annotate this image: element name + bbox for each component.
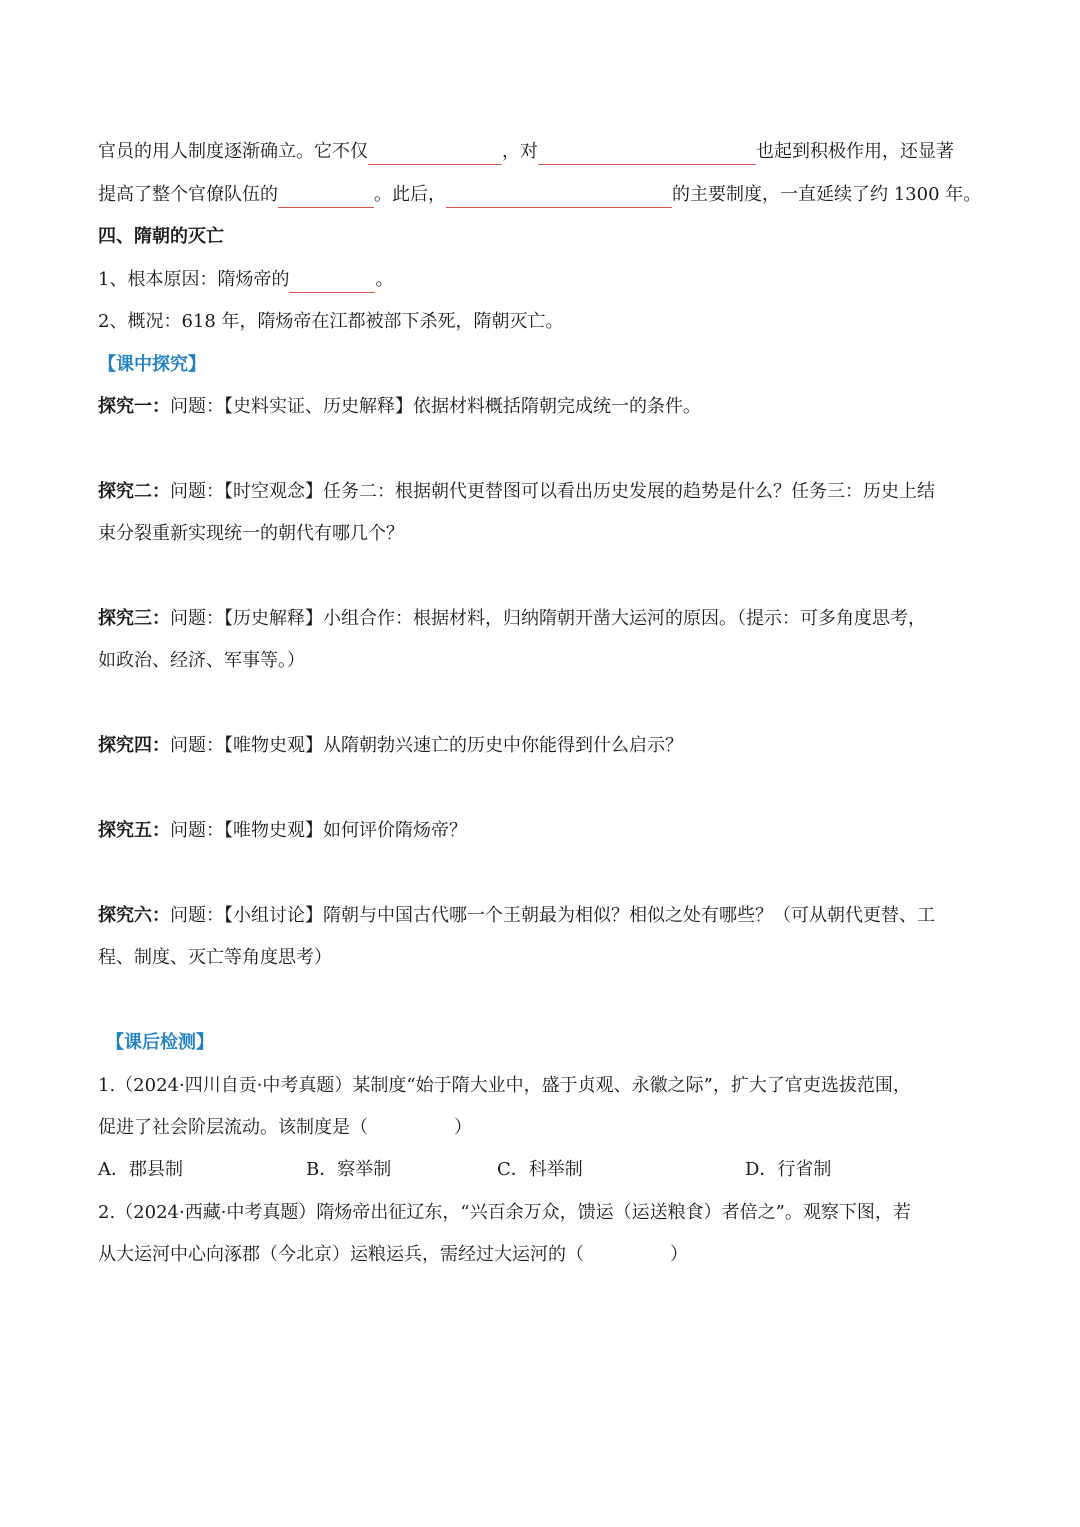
exploration-3-line-1 bbox=[98, 606, 926, 632]
option-d[interactable]: D．行省制 bbox=[745, 1159, 832, 1180]
exploration-question: 问题：【时空观念】任务二：根据朝代更替图可以看出历史发展的趋势是什么？任务三：历史上结 bbox=[170, 481, 935, 502]
exploration-question: 问题：【历史解释】小组合作：根据材料，归纳隋朝开凿大运河的原因。（提示：可多角度思考， bbox=[170, 608, 926, 629]
text-segment: 提高了整个官僚队伍的 bbox=[98, 184, 278, 205]
exploration-2-line-1 bbox=[98, 479, 935, 505]
inclass-exploration-header: 【课中探究】 bbox=[98, 354, 206, 375]
exploration-question: 问题：【唯物史观】从隋朝勃兴速亡的历史中你能得到什么启示？ bbox=[170, 735, 683, 756]
section-title-fall-of-sui: 四、隋朝的灭亡 bbox=[98, 226, 224, 247]
exploration-label: 探究一： bbox=[98, 396, 170, 417]
root-cause-item bbox=[98, 267, 393, 293]
text-segment: 1、根本原因：隋炀帝的 bbox=[98, 269, 290, 290]
exploration-label: 探究四： bbox=[98, 735, 170, 756]
exploration-1 bbox=[98, 394, 701, 420]
text-segment: 促进了社会阶层流动。该制度是（ bbox=[98, 1117, 368, 1138]
exploration-label: 探究三： bbox=[98, 608, 170, 629]
text-segment: 也起到积极作用，还显著 bbox=[756, 141, 954, 162]
text-segment: 官员的用人制度逐渐确立。它不仅 bbox=[98, 141, 368, 162]
exploration-question: 问题：【史料实证、历史解释】依据材料概括隋朝完成统一的条件。 bbox=[170, 396, 701, 417]
test-question-1-line-1: 1.（2024·四川自贡·中考真题）某制度“始于隋大业中，盛于贞观、永徽之际”，扩大了官吏选拔范围， bbox=[98, 1075, 911, 1096]
exploration-label: 探究六： bbox=[98, 905, 170, 926]
text-segment: 。 bbox=[375, 269, 394, 290]
text-segment: ，对 bbox=[502, 141, 538, 162]
exploration-5 bbox=[98, 818, 467, 844]
option-a[interactable]: A．郡县制 bbox=[98, 1159, 183, 1180]
test-question-2-line-2 bbox=[98, 1242, 688, 1268]
exploration-3-line-2: 如政治、经济、军事等。） bbox=[98, 650, 305, 671]
postclass-test-header: 【课后检测】 bbox=[106, 1032, 214, 1053]
text-segment: ） bbox=[454, 1117, 472, 1138]
text-segment: 的主要制度，一直延续了约 1300 年。 bbox=[672, 184, 982, 205]
fill-in-blank[interactable] bbox=[278, 187, 374, 208]
fill-in-blank[interactable] bbox=[368, 144, 502, 165]
test-question-2-line-1: 2.（2024·西藏·中考真题）隋炀帝出征辽东，“兴百余万众，馈运（运送粮食）者倍之”。观察下图，若 bbox=[98, 1202, 911, 1223]
text-segment: ） bbox=[670, 1244, 688, 1265]
exploration-4 bbox=[98, 733, 683, 759]
exploration-label: 探究二： bbox=[98, 481, 170, 502]
option-b[interactable]: B．察举制 bbox=[306, 1159, 392, 1180]
fill-in-blank[interactable] bbox=[446, 187, 672, 208]
overview-item: 2、概况：618 年，隋炀帝在江都被部下杀死，隋朝灭亡。 bbox=[98, 311, 564, 332]
exploration-6-line-1 bbox=[98, 903, 935, 929]
text-segment: 从大运河中心向涿郡（今北京）运粮运兵，需经过大运河的（ bbox=[98, 1244, 584, 1265]
exam-system-line-1 bbox=[98, 139, 954, 165]
exploration-question: 问题：【小组讨论】隋朝与中国古代哪一个王朝最为相似？相似之处有哪些？（可从朝代更替、工 bbox=[170, 905, 935, 926]
fill-in-blank[interactable] bbox=[289, 272, 375, 293]
exploration-label: 探究五： bbox=[98, 820, 170, 841]
test-question-1-line-2 bbox=[98, 1115, 472, 1141]
fill-in-blank[interactable] bbox=[538, 144, 756, 165]
exploration-2-line-2: 束分裂重新实现统一的朝代有哪几个？ bbox=[98, 523, 404, 544]
exploration-question: 问题：【唯物史观】如何评价隋炀帝？ bbox=[170, 820, 467, 841]
exam-system-line-2 bbox=[98, 182, 981, 208]
text-segment: 。此后， bbox=[374, 184, 446, 205]
exploration-6-line-2: 程、制度、灭亡等角度思考） bbox=[98, 947, 332, 968]
option-c[interactable]: C．科举制 bbox=[497, 1159, 583, 1180]
